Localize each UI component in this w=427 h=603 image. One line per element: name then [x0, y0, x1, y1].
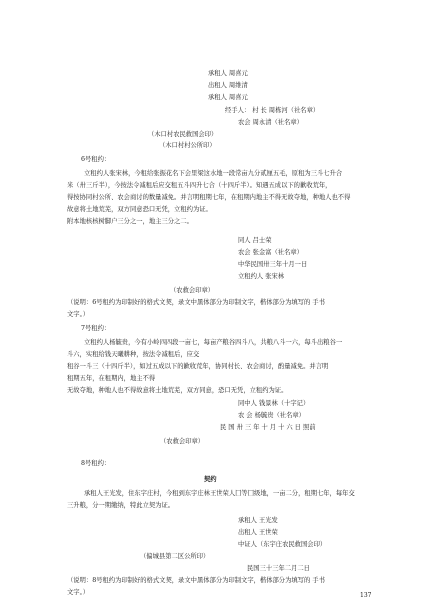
body-line: 立租约人张宋林，今租给张振花名下会里梁这水地一段常亩九分贰厘五毛，原租为三斗七升合	[84, 170, 343, 177]
signature-line: 农会 周永清（社名章）	[238, 119, 303, 126]
body-line: 三升粮，分一期缴纳，特此立契为证。	[67, 502, 175, 509]
contract-heading: 6号租约：	[81, 156, 111, 163]
stamp-note: （农救会印章）	[170, 287, 215, 294]
signature-line: 承租人 周喜元	[208, 70, 248, 77]
body-line: 无故夺地，种地人也不得故意将土地荒芜，双方同意，恐口无凭，立租约为证。	[67, 387, 288, 394]
body-line: 斗六，实租给钱天曦耕种，按法令减租后，应交	[67, 351, 200, 358]
body-line: 故意将土地荒芜，双方同意恐口无凭，立租约为证。	[67, 206, 212, 213]
signature-line: 经手人： 村 长 周栋河（社名章）	[225, 107, 320, 114]
signature-line: 中华民国卅三年十月一日	[238, 261, 308, 268]
stamp-note: （木口村农民救国会印）	[148, 131, 218, 138]
body-line: 米（卅三斤半），今按法令减租后应交租五斗四升七合（十四斤半）。知遇五成以下的歉收荒年，	[67, 182, 332, 189]
signature-line: 承租人 周喜元	[208, 94, 248, 101]
date-line: 民国三十三年二月二日	[247, 565, 310, 572]
body-line: 租谷一斗三（十四斤半），如过五成以下的歉收荒年，协同村长、农会商讨，酌量减免。并言明	[67, 363, 329, 370]
explanatory-note: （说明：6号租约为印制好的格式文契，录文中黑体部分为印制文字，楷体部分为填写的 手书	[67, 299, 325, 306]
signature-line: 承租人 王光发	[238, 517, 278, 524]
body-line: 得按协同村公所、农会商讨的数量减免。并言明租期七年，在租期内地主不得无故夺地，种地人也不得	[67, 194, 351, 201]
signature-line: 出租人 周维清	[208, 82, 248, 89]
signature-line: 同中人 钱景林（十字记）	[238, 400, 310, 407]
contract-title: 契约	[204, 476, 217, 483]
body-line: 附本地核核树脚户三分之一，地主三分之二。	[67, 218, 193, 225]
body-line: 租期五年，在租期内，地主不得	[67, 375, 156, 382]
contract-heading: 7号租约：	[81, 325, 111, 332]
signature-line: 同人 吕士荣	[238, 237, 272, 244]
signature-line: 农会 张金富（社名章）	[238, 249, 303, 256]
stamp-note: （木口村村公所印）	[159, 142, 216, 149]
page-number: 137	[360, 592, 372, 599]
signature-line: 民 国 卅 三 年 十 月 十 六 日 照前	[220, 424, 316, 431]
stamp-note: （农救会印章）	[160, 438, 205, 445]
signature-line: 立租约人 张宋林	[238, 273, 285, 280]
explanatory-note: 文字。）	[67, 311, 90, 318]
explanatory-note: 文字。）	[67, 589, 90, 596]
body-line: 立租约人杨毓贵，今有小岭四四段一亩七，每亩产粮谷四斗八，共粮八斗一六，每斗出粮谷一	[84, 339, 343, 346]
body-line: 承租人王光发，住东字庄村，今租到东宇庄林王世荣人囗等囗级地，一亩二分，租期七年，每年交	[84, 490, 355, 497]
contract-heading: 8号租约：	[81, 460, 111, 467]
stamp-note: （偏城县第二区公所印）	[140, 553, 210, 560]
signature-line: 农 会 杨毓贵（社名章）	[238, 412, 305, 419]
explanatory-note: （说明：8号租约为印制好的格式文契，录文中黑体部分为印制文字，楷体部分为填写的 手书	[67, 577, 325, 584]
signature-line: 中证人（东宇庄农民救国会印）	[238, 541, 327, 548]
signature-line: 出租人 王世荣	[238, 529, 278, 536]
